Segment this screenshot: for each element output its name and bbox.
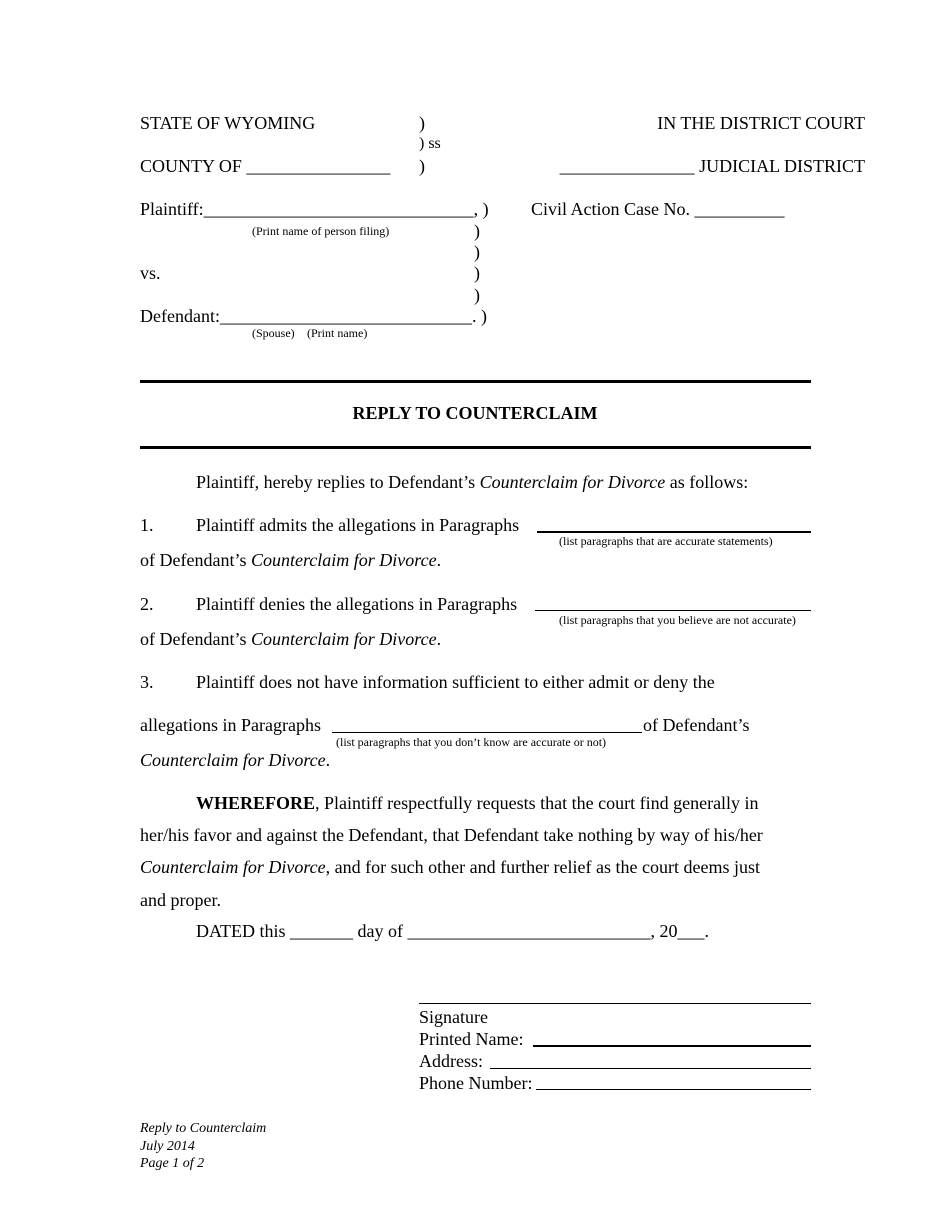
document-title: REPLY TO COUNTERCLAIM — [352, 403, 598, 423]
item-1-text: Plaintiff admits the allegations in Paragraphs — [196, 515, 520, 535]
wherefore-line-2: her/his favor and against the Defendant, that Defendant take nothing by way of his/her — [140, 825, 763, 845]
address-label: Address: — [419, 1051, 483, 1071]
plaintiff-field[interactable]: Plaintiff:______________________________, ) — [140, 199, 489, 219]
item-3-line2-after: of Defendant’s — [643, 715, 750, 735]
item-3-text: Plaintiff does not have information sufficient to either admit or deny the — [196, 672, 715, 692]
defendant-hint-spouse: (Spouse) — [252, 326, 295, 340]
wherefore-line-3: Counterclaim for Divorce, and for such other and further relief as the court deems just — [140, 857, 760, 877]
court-label: IN THE DISTRICT COURT — [657, 113, 865, 133]
caption-paren: ) — [419, 156, 425, 176]
caption-paren: ) — [474, 263, 480, 283]
case-number-field[interactable]: Civil Action Case No. __________ — [531, 199, 785, 219]
wherefore-line-4: and proper. — [140, 890, 221, 910]
defendant-hint-name: (Print name) — [307, 326, 368, 340]
item-1-hint: (list paragraphs that are accurate statements) — [559, 534, 773, 548]
intro-paragraph: Plaintiff, hereby replies to Defendant’s Counterclaim for Divorce as follows: — [196, 472, 749, 492]
state-label: STATE OF WYOMING — [140, 113, 316, 133]
item-number: 3. — [140, 672, 154, 692]
printed-name-label: Printed Name: — [419, 1029, 524, 1049]
vs-label: vs. — [140, 263, 161, 283]
plaintiff-hint: (Print name of person filing) — [252, 224, 390, 238]
signature-label: Signature — [419, 1007, 488, 1027]
item-2-continuation: of Defendant’s Counterclaim for Divorce. — [140, 629, 442, 649]
item-3-paragraphs-field[interactable] — [332, 732, 642, 733]
caption-paren: ) — [419, 113, 425, 133]
title-rule-bottom — [140, 446, 811, 449]
title-rule-top — [140, 380, 811, 383]
defendant-field[interactable]: Defendant:____________________________. ) — [140, 306, 487, 326]
wherefore-line-1: WHEREFORE, Plaintiff respectfully requests that the court find generally in — [196, 793, 759, 813]
signature-line[interactable] — [419, 1003, 811, 1004]
address-field[interactable] — [490, 1068, 811, 1069]
footer-date: July 2014 — [140, 1139, 195, 1154]
item-3-line2-before: allegations in Paragraphs — [140, 715, 321, 735]
item-2-paragraphs-field[interactable] — [535, 610, 811, 611]
item-2-hint: (list paragraphs that you believe are not accurate) — [559, 613, 796, 627]
item-number: 2. — [140, 594, 154, 614]
item-number: 1. — [140, 515, 154, 535]
item-1-paragraphs-field[interactable] — [537, 531, 811, 533]
county-label[interactable]: COUNTY OF ________________ — [140, 156, 391, 176]
caption-paren: ) — [474, 221, 480, 241]
item-2-text: Plaintiff denies the allegations in Paragraphs — [196, 594, 518, 614]
footer-form-name: Reply to Counterclaim — [140, 1121, 267, 1136]
footer-page-number: Page 1 of 2 — [140, 1156, 205, 1171]
item-3-hint: (list paragraphs that you don’t know are accurate or not) — [336, 735, 607, 749]
phone-field[interactable] — [536, 1089, 811, 1090]
dated-field[interactable]: DATED this _______ day of ___________________________, 20___. — [196, 921, 709, 941]
phone-label: Phone Number: — [419, 1073, 533, 1093]
item-3-continuation: Counterclaim for Divorce. — [140, 750, 331, 770]
caption-paren-ss: ) ss — [419, 135, 441, 152]
caption-paren: ) — [474, 285, 480, 305]
judicial-district-field[interactable]: _______________ JUDICIAL DISTRICT — [559, 156, 865, 176]
item-1-continuation: of Defendant’s Counterclaim for Divorce. — [140, 550, 442, 570]
printed-name-field[interactable] — [533, 1045, 811, 1047]
caption-paren: ) — [474, 242, 480, 262]
